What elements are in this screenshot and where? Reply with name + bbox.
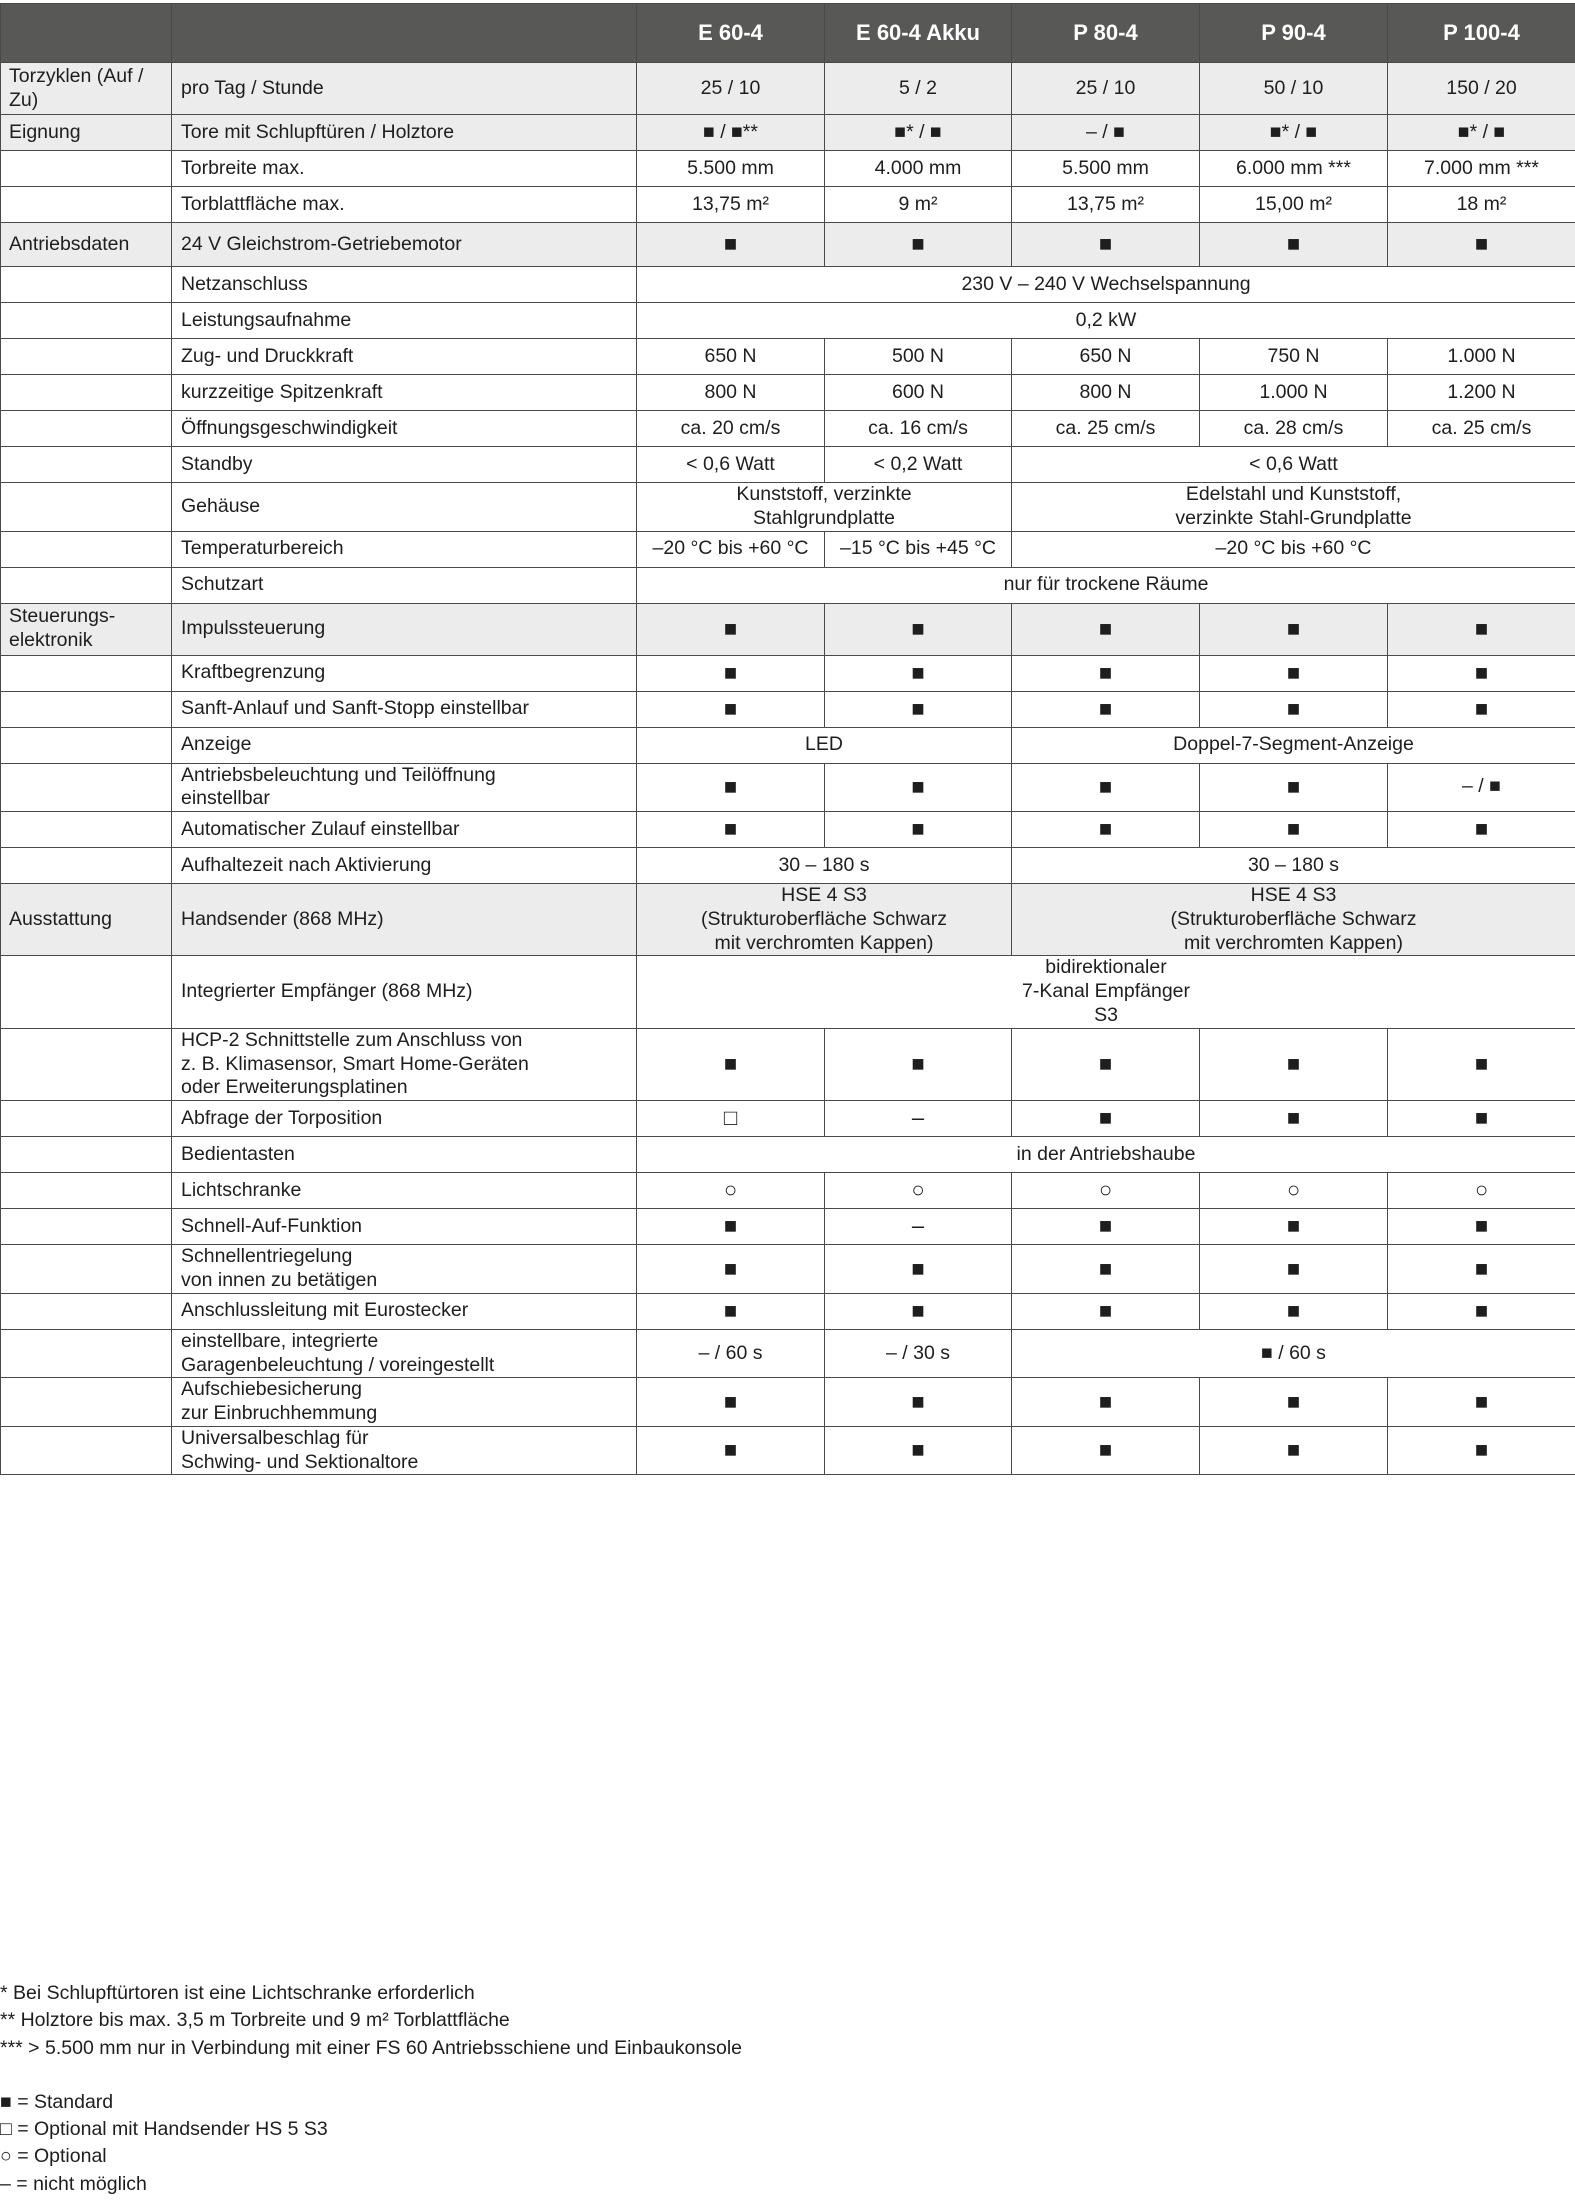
table-row xyxy=(1,1329,1575,1378)
row-feature: HCP-2 Schnittstelle zum Anschluss von z. B. Klimasensor, Smart Home-Geräten oder Erweiterungsplatinen xyxy=(172,1028,637,1100)
header-model-e60-4: E 60-4 xyxy=(637,4,825,63)
header-model-p100-4: P 100-4 xyxy=(1388,4,1575,63)
header-cell-category xyxy=(1,4,172,63)
row-value: ■ xyxy=(1200,1378,1388,1427)
row-feature: Bedientasten xyxy=(172,1137,637,1173)
row-value: ■ xyxy=(825,603,1012,655)
legend-item-not-possible: – = nicht möglich xyxy=(0,2172,147,2195)
row-value: 18 m² xyxy=(1388,187,1575,223)
row-value: ■ xyxy=(1200,1209,1388,1245)
table-row xyxy=(1,567,1575,603)
row-value: < 0,6 Watt xyxy=(637,447,825,483)
row-value: 750 N xyxy=(1200,339,1388,375)
table-row xyxy=(1,1245,1575,1294)
row-value: ■ xyxy=(1388,691,1575,727)
row-feature: Kraftbegrenzung xyxy=(172,655,637,691)
row-value: ■ xyxy=(1388,812,1575,848)
row-value: ■ xyxy=(1200,691,1388,727)
row-value: ■ xyxy=(1012,1378,1200,1427)
row-feature: Torbreite max. xyxy=(172,151,637,187)
row-value: –20 °C bis +60 °C xyxy=(637,531,825,567)
row-value: ■ xyxy=(1388,1245,1575,1294)
table-row xyxy=(1,812,1575,848)
row-category: Ausstattung xyxy=(1,884,172,956)
row-feature: Universalbeschlag für Schwing- und Sektionaltore xyxy=(172,1426,637,1475)
row-value: 650 N xyxy=(1012,339,1200,375)
row-value: 1.200 N xyxy=(1388,375,1575,411)
row-category xyxy=(1,1101,172,1137)
row-value: ■ xyxy=(825,1426,1012,1475)
row-value: ■ xyxy=(825,812,1012,848)
row-value: ca. 25 cm/s xyxy=(1012,411,1200,447)
row-value: 13,75 m² xyxy=(637,187,825,223)
row-category xyxy=(1,848,172,884)
row-category xyxy=(1,1137,172,1173)
row-value: 30 – 180 s xyxy=(1012,848,1575,884)
row-category xyxy=(1,812,172,848)
table-row xyxy=(1,884,1575,956)
row-category xyxy=(1,727,172,763)
row-value: bidirektionaler 7-Kanal Empfänger S3 xyxy=(637,956,1575,1028)
row-value: ■ xyxy=(1388,1101,1575,1137)
row-value: 800 N xyxy=(637,375,825,411)
header-model-e60-4-akku: E 60-4 Akku xyxy=(825,4,1012,63)
row-value: in der Antriebshaube xyxy=(637,1137,1575,1173)
table-row xyxy=(1,763,1575,812)
row-value: ■ xyxy=(1200,763,1388,812)
row-value: 150 / 20 xyxy=(1388,63,1575,115)
row-feature: Zug- und Druckkraft xyxy=(172,339,637,375)
row-value: □ xyxy=(637,1101,825,1137)
row-value: ■ xyxy=(1388,1426,1575,1475)
row-value: – / ■ xyxy=(1012,115,1200,151)
row-value: ■ xyxy=(1012,223,1200,267)
row-value: ■ xyxy=(1200,812,1388,848)
table-row xyxy=(1,223,1575,267)
row-value: ■ xyxy=(1388,1209,1575,1245)
row-value: ■ xyxy=(1012,691,1200,727)
legend-item-standard: ■ = Standard xyxy=(0,2090,114,2113)
table-row xyxy=(1,267,1575,303)
row-value: ■ xyxy=(637,603,825,655)
row-value: 230 V – 240 V Wechselspannung xyxy=(637,267,1575,303)
header-model-p90-4: P 90-4 xyxy=(1200,4,1388,63)
row-value: ■ xyxy=(1200,655,1388,691)
row-value: ■ xyxy=(1388,1378,1575,1427)
row-value: 25 / 10 xyxy=(1012,63,1200,115)
row-value: ■ xyxy=(1012,603,1200,655)
row-value: 9 m² xyxy=(825,187,1012,223)
legend-item-optional-handsender: □ = Optional mit Handsender HS 5 S3 xyxy=(0,2118,328,2141)
row-value: – xyxy=(825,1101,1012,1137)
row-value: ■ xyxy=(637,763,825,812)
row-value: ■ xyxy=(1200,1293,1388,1329)
row-value: ■ xyxy=(1012,1209,1200,1245)
row-value: LED xyxy=(637,727,1012,763)
table-row xyxy=(1,151,1575,187)
row-value: ■* / ■ xyxy=(1200,115,1388,151)
row-feature: Handsender (868 MHz) xyxy=(172,884,637,956)
table-row xyxy=(1,1028,1575,1100)
table-row xyxy=(1,411,1575,447)
table-row xyxy=(1,187,1575,223)
row-feature: Netzanschluss xyxy=(172,267,637,303)
row-value: ■* / ■ xyxy=(1388,115,1575,151)
row-value: 7.000 mm *** xyxy=(1388,151,1575,187)
row-value: ■ xyxy=(1388,1028,1575,1100)
row-feature: Anzeige xyxy=(172,727,637,763)
row-value: ■ xyxy=(825,1378,1012,1427)
row-feature: Leistungsaufnahme xyxy=(172,303,637,339)
row-value: 25 / 10 xyxy=(637,63,825,115)
row-value: 50 / 10 xyxy=(1200,63,1388,115)
row-category: Antriebsdaten xyxy=(1,223,172,267)
table-row xyxy=(1,956,1575,1028)
row-category xyxy=(1,691,172,727)
table-row xyxy=(1,483,1575,532)
row-value: ■ xyxy=(825,763,1012,812)
row-value: ■ xyxy=(1012,1245,1200,1294)
row-value: ■ xyxy=(825,691,1012,727)
row-category xyxy=(1,567,172,603)
legend-item-optional: ○ = Optional xyxy=(0,2145,107,2168)
row-category xyxy=(1,1329,172,1378)
row-value: ■ xyxy=(1388,603,1575,655)
table-row xyxy=(1,1209,1575,1245)
row-feature: Aufschiebesicherung zur Einbruchhemmung xyxy=(172,1378,637,1427)
table-row xyxy=(1,339,1575,375)
table-row xyxy=(1,303,1575,339)
row-value: HSE 4 S3 (Strukturoberfläche Schwarz mit verchromten Kappen) xyxy=(637,884,1012,956)
row-category xyxy=(1,411,172,447)
row-value: 600 N xyxy=(825,375,1012,411)
row-value: ○ xyxy=(1012,1173,1200,1209)
row-feature: 24 V Gleichstrom-Getriebemotor xyxy=(172,223,637,267)
row-feature: Schnell-Auf-Funktion xyxy=(172,1209,637,1245)
row-value: 13,75 m² xyxy=(1012,187,1200,223)
row-value: ■ xyxy=(637,1209,825,1245)
row-category xyxy=(1,375,172,411)
row-feature: Antriebsbeleuchtung und Teilöffnung einstellbar xyxy=(172,763,637,812)
row-category: Steuerungs- elektronik xyxy=(1,603,172,655)
row-feature: Öffnungsgeschwindigkeit xyxy=(172,411,637,447)
row-category xyxy=(1,1378,172,1427)
row-category xyxy=(1,483,172,532)
row-value: ■ xyxy=(825,655,1012,691)
row-value: – / 30 s xyxy=(825,1329,1012,1378)
row-value: ■ xyxy=(825,1245,1012,1294)
row-feature: pro Tag / Stunde xyxy=(172,63,637,115)
row-category xyxy=(1,531,172,567)
row-feature: Torblattfläche max. xyxy=(172,187,637,223)
footnote: *** > 5.500 mm nur in Verbindung mit einer FS 60 Antriebsschiene und Einbaukonsole xyxy=(0,2036,742,2059)
row-value: 4.000 mm xyxy=(825,151,1012,187)
row-value: 500 N xyxy=(825,339,1012,375)
footnote: * Bei Schlupftürtoren ist eine Lichtschranke erforderlich xyxy=(0,1982,475,2004)
table-row xyxy=(1,1101,1575,1137)
row-value: ■ xyxy=(637,1028,825,1100)
row-value: – xyxy=(825,1209,1012,1245)
row-feature: Impulssteuerung xyxy=(172,603,637,655)
row-feature: Integrierter Empfänger (868 MHz) xyxy=(172,956,637,1028)
row-value: –15 °C bis +45 °C xyxy=(825,531,1012,567)
row-category xyxy=(1,763,172,812)
row-value: ■ xyxy=(637,655,825,691)
row-value: ■ xyxy=(637,812,825,848)
row-value: ■ xyxy=(1388,223,1575,267)
row-feature: Lichtschranke xyxy=(172,1173,637,1209)
row-feature: Anschlussleitung mit Eurostecker xyxy=(172,1293,637,1329)
row-value: ca. 16 cm/s xyxy=(825,411,1012,447)
row-value: ○ xyxy=(1388,1173,1575,1209)
row-value: ■ xyxy=(637,1426,825,1475)
row-value: ■ xyxy=(1012,812,1200,848)
row-value: ■ xyxy=(637,1378,825,1427)
row-value: 1.000 N xyxy=(1388,339,1575,375)
row-value: < 0,2 Watt xyxy=(825,447,1012,483)
header-cell-feature xyxy=(172,4,637,63)
table-row xyxy=(1,447,1575,483)
row-value: 0,2 kW xyxy=(637,303,1575,339)
row-category xyxy=(1,1245,172,1294)
row-value: 5.500 mm xyxy=(1012,151,1200,187)
row-category xyxy=(1,151,172,187)
table-row xyxy=(1,603,1575,655)
row-value: 1.000 N xyxy=(1200,375,1388,411)
table-row xyxy=(1,655,1575,691)
row-category: Torzyklen (Auf / Zu) xyxy=(1,63,172,115)
row-category xyxy=(1,267,172,303)
row-value: nur für trockene Räume xyxy=(637,567,1575,603)
row-feature: Tore mit Schlupftüren / Holztore xyxy=(172,115,637,151)
row-value: ■ / 60 s xyxy=(1012,1329,1575,1378)
row-value: ■ xyxy=(1200,603,1388,655)
row-feature: Gehäuse xyxy=(172,483,637,532)
row-value: ■ xyxy=(1012,1028,1200,1100)
row-category: Eignung xyxy=(1,115,172,151)
footnote: ** Holztore bis max. 3,5 m Torbreite und 9 m² Torblattfläche xyxy=(0,2009,510,2032)
row-value: ■ xyxy=(1200,1028,1388,1100)
row-value: ■ xyxy=(637,691,825,727)
row-value: 800 N xyxy=(1012,375,1200,411)
table-row xyxy=(1,63,1575,115)
row-value: HSE 4 S3 (Strukturoberfläche Schwarz mit verchromten Kappen) xyxy=(1012,884,1575,956)
row-value: ■ xyxy=(1012,655,1200,691)
row-value: ■ xyxy=(1200,1426,1388,1475)
row-value: ca. 20 cm/s xyxy=(637,411,825,447)
table-row xyxy=(1,727,1575,763)
row-value: Edelstahl und Kunststoff, verzinkte Stahl-Grundplatte xyxy=(1012,483,1575,532)
row-category xyxy=(1,303,172,339)
row-category xyxy=(1,1173,172,1209)
row-category xyxy=(1,655,172,691)
row-value: ■ xyxy=(637,1293,825,1329)
row-value: 15,00 m² xyxy=(1200,187,1388,223)
row-value: ■ xyxy=(1012,1293,1200,1329)
table-row xyxy=(1,1426,1575,1475)
table-row xyxy=(1,115,1575,151)
table-row xyxy=(1,1293,1575,1329)
table-row xyxy=(1,1173,1575,1209)
row-value: 30 – 180 s xyxy=(637,848,1012,884)
table-row xyxy=(1,691,1575,727)
row-feature: Temperaturbereich xyxy=(172,531,637,567)
row-value: ■ xyxy=(825,223,1012,267)
row-value: ■ xyxy=(1388,655,1575,691)
row-category xyxy=(1,956,172,1028)
row-value: 6.000 mm *** xyxy=(1200,151,1388,187)
row-value: ca. 28 cm/s xyxy=(1200,411,1388,447)
row-feature: Schutzart xyxy=(172,567,637,603)
row-value: Doppel-7-Segment-Anzeige xyxy=(1012,727,1575,763)
row-value: 5.500 mm xyxy=(637,151,825,187)
row-value: ■ xyxy=(1388,1293,1575,1329)
row-category xyxy=(1,1209,172,1245)
row-category xyxy=(1,447,172,483)
row-value: ■ xyxy=(825,1293,1012,1329)
row-value: ○ xyxy=(637,1173,825,1209)
row-feature: Sanft-Anlauf und Sanft-Stopp einstellbar xyxy=(172,691,637,727)
row-value: 650 N xyxy=(637,339,825,375)
row-feature: Schnellentriegelung von innen zu betätigen xyxy=(172,1245,637,1294)
row-value: – / ■ xyxy=(1388,763,1575,812)
row-category xyxy=(1,1028,172,1100)
row-value: ■ xyxy=(1200,1245,1388,1294)
row-value: ■ / ■** xyxy=(637,115,825,151)
row-feature: einstellbare, integrierte Garagenbeleuchtung / voreingestellt xyxy=(172,1329,637,1378)
row-value: Kunststoff, verzinkte Stahlgrundplatte xyxy=(637,483,1012,532)
row-value: ■ xyxy=(1012,1426,1200,1475)
table-row xyxy=(1,1378,1575,1427)
table-row xyxy=(1,1137,1575,1173)
row-value: ■* / ■ xyxy=(825,115,1012,151)
table-row xyxy=(1,531,1575,567)
row-value: –20 °C bis +60 °C xyxy=(1012,531,1575,567)
row-value: 5 / 2 xyxy=(825,63,1012,115)
row-value: ■ xyxy=(825,1028,1012,1100)
row-value: ■ xyxy=(1200,1101,1388,1137)
row-value: ■ xyxy=(1012,1101,1200,1137)
row-category xyxy=(1,1293,172,1329)
row-value: ■ xyxy=(637,223,825,267)
table-row xyxy=(1,375,1575,411)
row-value: ○ xyxy=(1200,1173,1388,1209)
row-value: ■ xyxy=(1012,763,1200,812)
row-value: ca. 25 cm/s xyxy=(1388,411,1575,447)
spec-table xyxy=(0,3,1575,1475)
row-category xyxy=(1,1426,172,1475)
row-feature: Standby xyxy=(172,447,637,483)
table-row xyxy=(1,848,1575,884)
row-feature: Automatischer Zulauf einstellbar xyxy=(172,812,637,848)
row-feature: Aufhaltezeit nach Aktivierung xyxy=(172,848,637,884)
footer xyxy=(0,1980,1000,2198)
row-category xyxy=(1,339,172,375)
row-feature: kurzzeitige Spitzenkraft xyxy=(172,375,637,411)
row-category xyxy=(1,187,172,223)
row-value: ○ xyxy=(825,1173,1012,1209)
row-value: ■ xyxy=(1200,223,1388,267)
row-feature: Abfrage der Torposition xyxy=(172,1101,637,1137)
header-model-p80-4: P 80-4 xyxy=(1012,4,1200,63)
header-row xyxy=(1,4,1575,63)
row-value: – / 60 s xyxy=(637,1329,825,1378)
row-value: < 0,6 Watt xyxy=(1012,447,1575,483)
row-value: ■ xyxy=(637,1245,825,1294)
